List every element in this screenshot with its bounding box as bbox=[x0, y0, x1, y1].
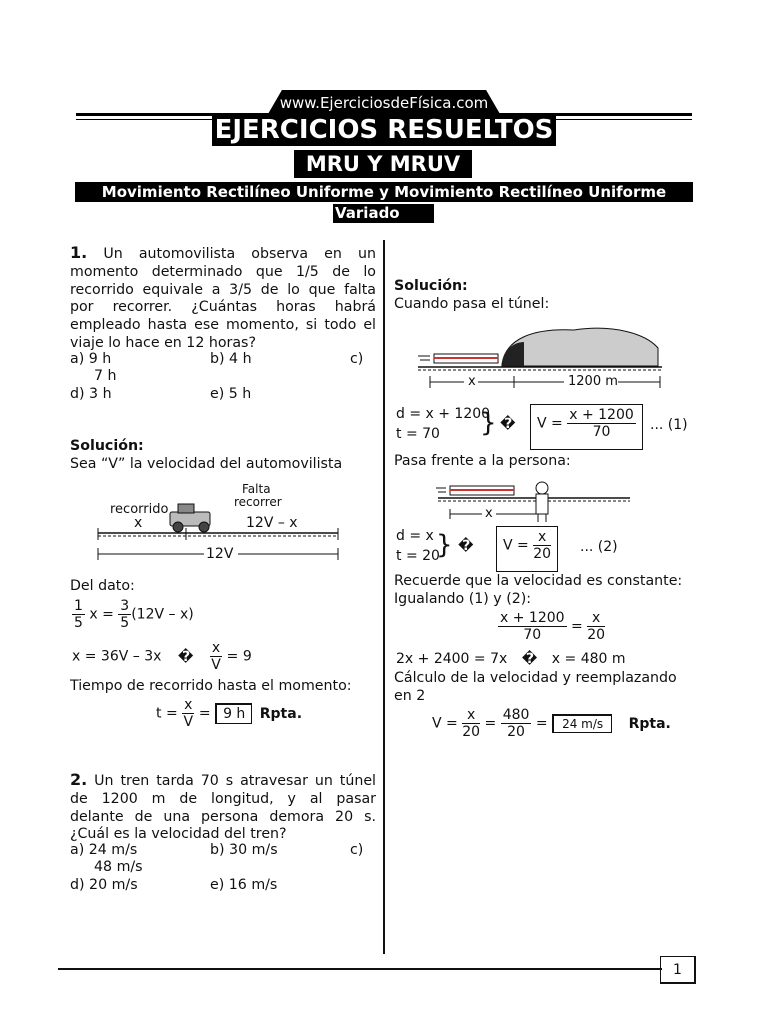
implies-arrow-icon: � bbox=[458, 538, 474, 554]
rpta-label-1: Rpta. bbox=[259, 705, 303, 722]
problem-2-line-1: Un tren tarda 70 s atravesar un túnel bbox=[94, 773, 376, 789]
train-person-drawing bbox=[434, 476, 634, 524]
problem-1-line-2: momento determinado que 1/5 de lo bbox=[70, 263, 376, 280]
page-subtitle: MRU Y MRUV bbox=[294, 150, 472, 178]
del-dato-label: Del dato: bbox=[70, 578, 135, 594]
solution-1-intro: Sea “V” la velocidad del automovilista bbox=[70, 456, 343, 472]
implies-arrow-icon: � bbox=[500, 416, 516, 432]
solution-2-title: Solución: bbox=[394, 278, 468, 294]
person-intro: Pasa frente a la persona: bbox=[394, 453, 571, 469]
problem-1-number: 1. bbox=[70, 243, 88, 262]
label-recorrer: recorrer bbox=[234, 495, 282, 509]
label-total: 12V bbox=[206, 546, 234, 562]
car-figure bbox=[94, 480, 344, 572]
tunnel-figure bbox=[414, 320, 664, 394]
equation-tag-1: ... (1) bbox=[650, 417, 688, 433]
solution-1-title: Solución: bbox=[70, 438, 144, 454]
system-1: d = x + 1200 t = 70 } � V = $\frac{x + 1200}{70}$ ... (1) bbox=[396, 404, 696, 450]
tunnel-drawing bbox=[414, 320, 664, 394]
formula-box-1: V = $\frac{x + 1200}{70}$ bbox=[530, 404, 643, 450]
footer-rule bbox=[58, 968, 662, 970]
equating-equation: $\frac{x + 1200}{70}$ = $\frac{x}{20}$ bbox=[500, 610, 606, 643]
label-x: x bbox=[134, 515, 143, 531]
final-equation: V = $\frac{x}{20}$ = $\frac{480}{20}$ = 24 m/s Rpta. bbox=[432, 707, 671, 740]
answer-box-2: 24 m/s bbox=[552, 714, 612, 733]
equation-3: t = $\frac{x}{V}$ = 9 h Rpta. bbox=[156, 697, 303, 730]
option-c: c) bbox=[350, 842, 364, 858]
option-a: a) 24 m/s bbox=[70, 842, 138, 858]
problem-2-statement bbox=[70, 771, 376, 844]
column-divider bbox=[383, 240, 385, 954]
problem-2-line-3: delante de una persona demora 20 s. bbox=[70, 808, 376, 825]
problem-1-line-6: viaje lo hace en 12 horas? bbox=[70, 334, 256, 351]
page-number-box bbox=[660, 956, 696, 984]
tunnel-label-x: x bbox=[468, 374, 476, 389]
problem-1-line-5: empleado hasta ese momento, si todo el bbox=[70, 317, 376, 334]
problem-2-options bbox=[70, 842, 376, 896]
brace-icon: } bbox=[480, 408, 497, 438]
problem-1-line-3: recorrido equivale a 3/5 de lo que falta bbox=[70, 281, 376, 298]
problem-1-options bbox=[70, 351, 376, 405]
description-line-1: Movimiento Rectilíneo Uniforme y Movimiento Rectilíneo Uniforme bbox=[75, 182, 693, 202]
calc-line-1: Cálculo de la velocidad y reemplazando bbox=[394, 670, 677, 686]
option-b: b) 30 m/s bbox=[210, 842, 278, 858]
answer-box-1: 9 h bbox=[215, 703, 252, 724]
person-figure bbox=[434, 476, 634, 524]
label-falta: Falta bbox=[242, 482, 271, 496]
description-line-2: Variado bbox=[333, 204, 434, 223]
equation-1: $\frac{1}{5}$ x = $\frac{3}{5}$ (12V – x) bbox=[74, 598, 194, 631]
calc-line-2: en 2 bbox=[394, 688, 426, 704]
system-2: d = x t = 20 } � V = $\frac{x}{20}$ ... (2) bbox=[396, 526, 696, 572]
equation-tag-2: ... (2) bbox=[580, 539, 618, 555]
rpta-label-2: Rpta. bbox=[628, 715, 671, 732]
problem-2-line-2: de 1200 m de longitud, y al pasar bbox=[70, 790, 376, 807]
option-c-value: 7 h bbox=[94, 368, 117, 384]
brace-icon: } bbox=[436, 530, 453, 560]
option-e: e) 5 h bbox=[210, 386, 252, 402]
problem-2-line-4: ¿Cuál es la velocidad del tren? bbox=[70, 826, 287, 843]
solve-equation: 2x + 2400 = 7x � x = 480 m bbox=[396, 651, 626, 667]
option-e: e) 16 m/s bbox=[210, 877, 278, 893]
option-d: d) 3 h bbox=[70, 386, 112, 402]
option-d: d) 20 m/s bbox=[70, 877, 138, 893]
option-c: c) bbox=[350, 351, 364, 367]
label-recorrido: recorrido bbox=[110, 502, 169, 517]
problem-2-number: 2. bbox=[70, 770, 88, 789]
tunnel-intro: Cuando pasa el túnel: bbox=[394, 296, 550, 312]
tunnel-label-length: 1200 m bbox=[568, 374, 618, 389]
page-number: 1 bbox=[673, 962, 682, 978]
recall-line-2: Igualando (1) y (2): bbox=[394, 591, 532, 607]
option-c-value: 48 m/s bbox=[94, 859, 143, 875]
problem-1-statement bbox=[70, 244, 376, 353]
equation-2: x = 36V – 3x � $\frac{x}{V}$ = 9 bbox=[72, 640, 252, 673]
person-label-x: x bbox=[485, 506, 493, 521]
page-title: EJERCICIOS RESUELTOS bbox=[212, 115, 556, 146]
formula-box-2: V = $\frac{x}{20}$ bbox=[496, 526, 558, 572]
option-a: a) 9 h bbox=[70, 351, 112, 367]
time-label: Tiempo de recorrido hasta el momento: bbox=[70, 678, 352, 694]
implies-arrow-icon: � bbox=[521, 651, 538, 667]
problem-1-line-4: por recorrer. ¿Cuántas horas habrá bbox=[70, 299, 376, 316]
recall-line-1: Recuerde que la velocidad es constante: bbox=[394, 573, 683, 589]
website-url: www.EjerciciosdeFísica.com bbox=[279, 94, 489, 112]
problem-1-line-1: Un automovilista observa en un bbox=[103, 246, 376, 262]
implies-arrow-icon: � bbox=[177, 648, 194, 665]
label-rest: 12V – x bbox=[246, 515, 298, 531]
option-b: b) 4 h bbox=[210, 351, 252, 367]
